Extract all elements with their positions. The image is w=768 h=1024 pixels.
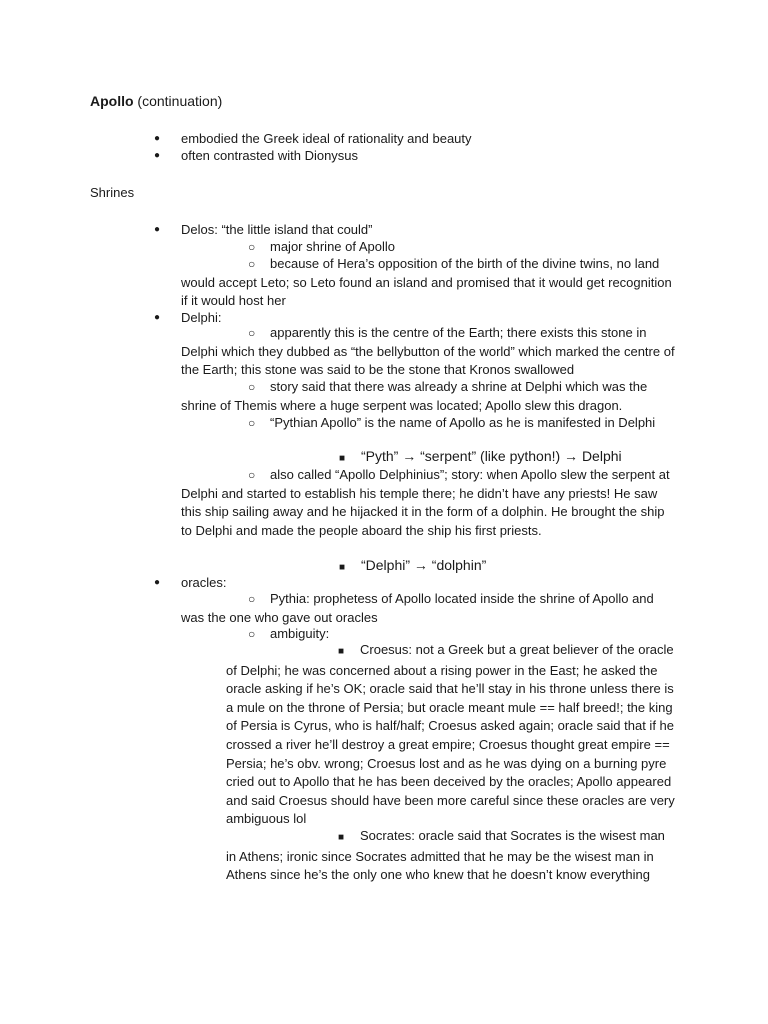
section-heading: Shrines (90, 185, 135, 200)
title-bold: Apollo (90, 93, 134, 109)
sub-item: ○ “Pythian Apollo” is the name of Apollo as he is manifested in Delphi (248, 415, 656, 430)
list-item-delphi: ● Delphi: (159, 309, 479, 328)
sub-item: ○ because of Hera’s opposition of the birth of the divine twins, no land would accept Leto; so Leto found an island and promised that it would get recognition if it would host her (181, 256, 672, 309)
sub-sub-item: ■ Socrates: oracle said that Socrates is the wisest man in Athens; ironic since Socrates admitted that he may be the wisest man in Athens since he’s the only one who knew that he doesn’t know everything (226, 828, 665, 883)
sub-item: ○ ambiguity: (248, 626, 330, 641)
list-item-delos: ● Delos: “the little island that could” (159, 221, 479, 240)
list-item-oracles: ● oracles: (159, 574, 479, 593)
list-item: ● embodied the Greek ideal of rationality and beauty (159, 130, 479, 149)
page-title (90, 92, 222, 111)
sub-item: ○ Pythia: prophetess of Apollo located inside the shrine of Apollo and was the one who gave out oracles (181, 591, 654, 625)
title-rest: (continuation) (133, 93, 223, 109)
sub-sub-item: ■ “Pyth” → “serpent” (like python!) → Delphi (339, 448, 622, 464)
sub-item: ○ major shrine of Apollo (248, 239, 396, 254)
sub-sub-item: ■ Croesus: not a Greek but a great believer of the oracle of Delphi; he was concerned about a rising power in the East; he asked the oracle asking if he’s OK; oracle said that he’ll stay in his throne unless there is a mule on the throne of Persia; but oracle meant mule == half breed!; the king of Persia is Cyrus, who is half/half; Croesus asked again; oracle said that if he crossed a river he’ll destroy a great empire; Croesus thought great empire == Persia; he’s obv. wrong; Croesus lost and as he was dying on a burning pyre cried out to Apollo that he has been deceived by the oracles; Apollo appeared and said Croesus should have been more careful since these oracles are very ambiguous lol (226, 642, 675, 827)
sub-item: ○ also called “Apollo Delphinius”; story: when Apollo slew the serpent at Delphi and started to establish his temple there; he didn’t have any priests! He saw this ship sailing away and he hijacked it in the form of a dolphin. He brought the ship to Delphi and made the people aboard the ship his first priests. (181, 467, 670, 538)
sub-item: ○ story said that there was already a shrine at Delphi which was the shrine of Themis where a huge serpent was located; Apollo slew this dragon. (181, 379, 648, 413)
sub-sub-item: ■ “Delphi” → “dolphin” (339, 557, 487, 573)
sub-item: ○ apparently this is the centre of the Earth; there exists this stone in Delphi which they dubbed as “the bellybutton of the world” which marked the centre of the Earth; this stone was said to be the stone that Kronos swallowed (181, 325, 675, 378)
list-item: ● often contrasted with Dionysus (159, 147, 479, 166)
